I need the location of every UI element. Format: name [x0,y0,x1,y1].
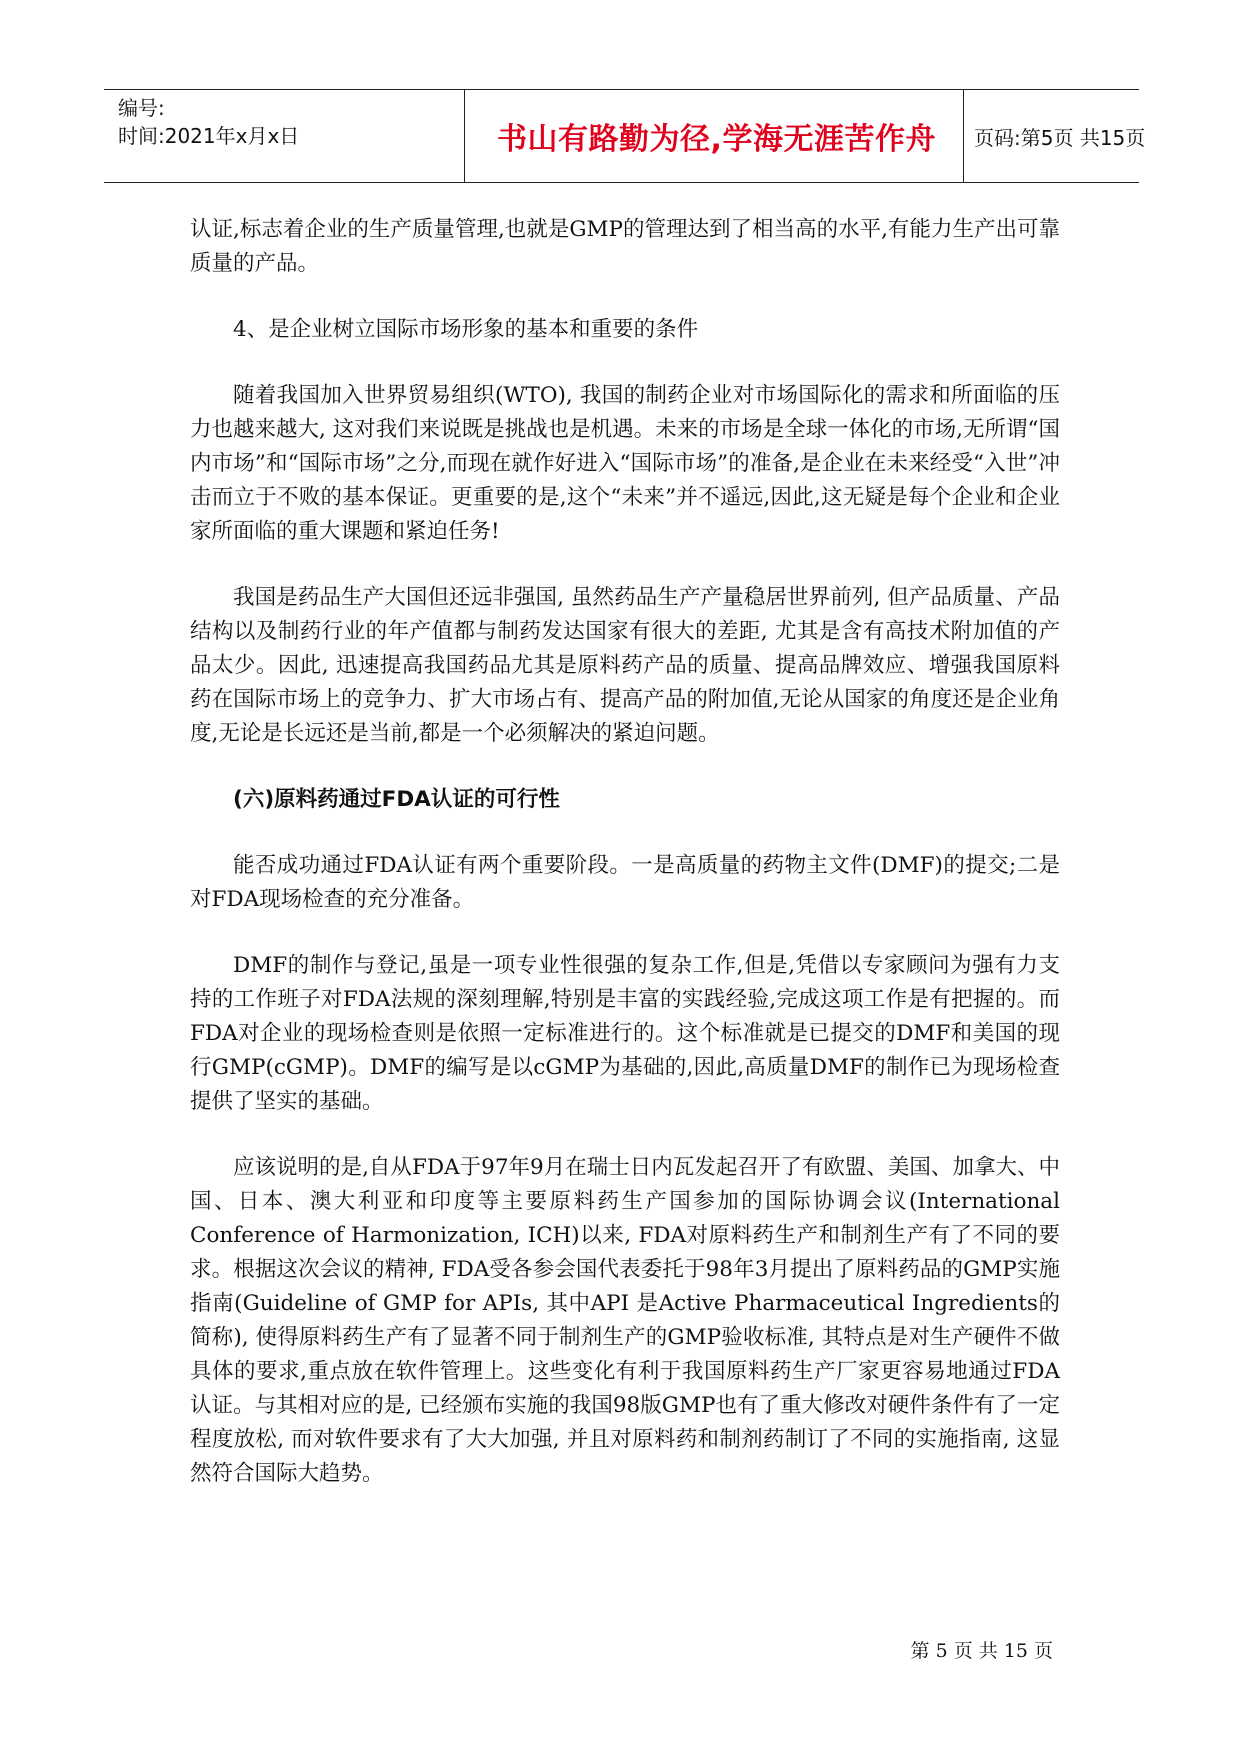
list-item-4: 4、是企业树立国际市场形象的基本和重要的条件 [233,317,699,342]
page-footer-number: 第 5 页 共 15 页 [910,1640,1053,1662]
paragraph-dmf: DMF的制作与登记,虽是一项专业性很强的复杂工作,但是,凭借以专家顾问为强有力支持的工作班子对FDA法规的深刻理解,特别是丰富的实践经验,完成这项工作是有把握的。而FDA对企业的现场检查则是依照一定标准进行的。这个标准就是已提交的DMF和美国的现行GMP(cGMP)。DMF的编写是以cGMP为基础的,因此,高质量DMF的制作已为现场检查提供了坚实的基础。 [190,953,1060,1114]
header-motto: 书山有路勤为径,学海无涯苦作舟 [497,122,936,157]
header-divider-left [464,90,465,182]
paragraph-continued: 认证,标志着企业的生产质量管理,也就是GMP的管理达到了相当高的水平,有能力生产出可靠质量的产品。 [190,217,1060,276]
paragraph-stages: 能否成功通过FDA认证有两个重要阶段。一是高质量的药物主文件(DMF)的提交;二是对FDA现场检查的充分准备。 [190,853,1060,912]
document-time-label: 时间:2021年x月x日 [118,124,300,148]
header-divider-right [963,90,964,182]
paragraph-country: 我国是药品生产大国但还远非强国, 虽然药品生产产量稳居世界前列, 但产品质量、产品结构以及制药行业的年产值都与制药发达国家有很大的差距, 尤其是含有高技术附加值的产品太少。因此, 迅速提高我国药品尤其是原料药产品的质量、提高品牌效应、增强我国原料药在国际市场上的竞争力、扩大市场占有、提高产品的附加值,无论从国家的角度还是企业角度,无论是长远还是当前,都是一个必须解决的紧迫问题。 [190,585,1060,746]
header-page-number: 页码:第5页 共15页 [974,125,1146,150]
page-header [104,89,1146,183]
paragraph-ich: 应该说明的是,自从FDA于97年9月在瑞士日内瓦发起召开了有欧盟、美国、加拿大、中国、日本、澳大利亚和印度等主要原料药生产国参加的国际协调会议(International Conference of Harmonization, ICH)以来, FDA对原料药生产和制剂生产有了不同的要求。根据这次会议的精神, FDA受各参会国代表委托于98年3月提出了原料药品的GMP实施指南(Guideline of GMP for APIs, 其中API 是Active Pharmaceutical Ingredients的简称), 使得原料药生产有了显著不同于制剂生产的GMP验收标准, 其特点是对生产硬件不做具体的要求,重点放在软件管理上。这些变化有利于我国原料药生产厂家更容易地通过FDA认证。与其相对应的是, 已经颁布实施的我国98版GMP也有了重大修改对硬件条件有了一定程度放松, 而对软件要求有了大大加强, 并且对原料药和制剂药制订了不同的实施指南, 这显然符合国际大趋势。 [190,1155,1060,1486]
paragraph-wto: 随着我国加入世界贸易组织(WTO), 我国的制药企业对市场国际化的需求和所面临的压力也越来越大, 这对我们来说既是挑战也是机遇。未来的市场是全球一体化的市场,无所谓“国内市场”和“国际市场”之分,而现在就作好进入“国际市场”的准备,是企业在未来经受“入世”冲击而立于不败的基本保证。更重要的是,这个“未来”并不遥远,因此,这无疑是每个企业和企业家所面临的重大课题和紧迫任务! [190,383,1060,544]
document-number-label: 编号: [118,96,165,120]
section-title-6: (六)原料药通过FDA认证的可行性 [233,787,560,812]
document-body [190,213,1060,1523]
header-meta [118,94,468,150]
